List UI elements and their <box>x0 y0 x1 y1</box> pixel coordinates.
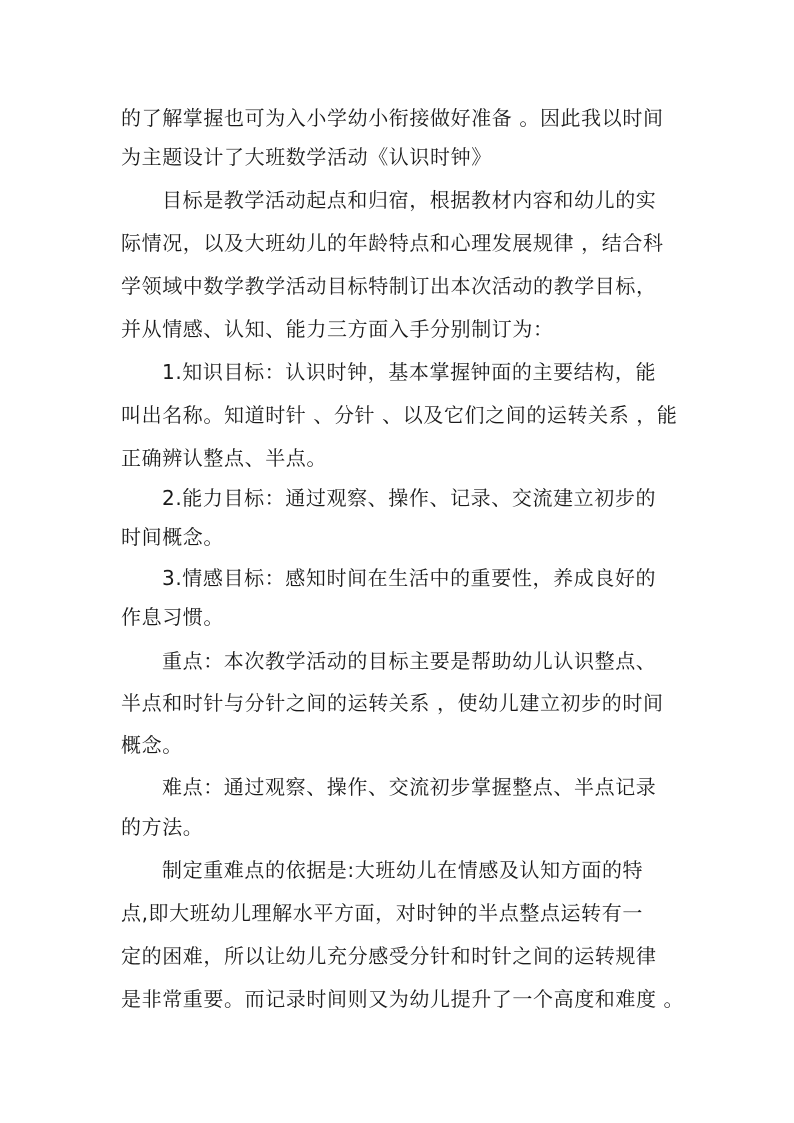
key-point-line-2: 半点和时针与分针之间的运转关系 ，使幼儿建立初步的时间 <box>121 691 664 715</box>
difficulty-line-1: 难点：通过观察、操作、交流初步掌握整点、半点记录 <box>162 775 657 799</box>
basis-line-4: 是非常重要。而记录时间则又为幼儿提升了一个高度和难度 。 <box>121 987 685 1011</box>
key-point-line-3: 概念。 <box>121 733 183 757</box>
knowledge-goal-line-1: 1.知识目标：认识时钟，基本掌握钟面的主要结构，能 <box>162 360 657 384</box>
emotion-goal-line-2: 作息习惯。 <box>121 605 224 629</box>
paragraph-objectives-line-1: 目标是教学活动起点和归宿，根据教材内容和幼儿的实 <box>162 188 657 212</box>
key-point-line-1: 重点：本次教学活动的目标主要是帮助幼儿认识整点、 <box>162 649 657 673</box>
text-line-1: 的了解掌握也可为入小学幼小衔接做好准备 。因此我以时间 <box>121 106 664 130</box>
ability-goal-line-2: 时间概念。 <box>121 525 224 549</box>
difficulty-line-2: 的方法。 <box>121 815 204 839</box>
paragraph-objectives-line-2: 际情况，以及大班幼儿的年龄特点和心理发展规律 ，结合科 <box>121 231 664 255</box>
text-line-2: 为主题设计了大班数学活动《认识时钟》 <box>121 145 492 169</box>
knowledge-goal-line-3: 正确辨认整点、半点。 <box>121 446 327 470</box>
knowledge-goal-line-2: 叫出名称。知道时针 、分针 、以及它们之间的运转关系 ，能 <box>121 403 678 427</box>
paragraph-objectives-line-4: 并从情感、认知、能力三方面入手分别制订为： <box>121 317 554 341</box>
basis-line-2: 点,即大班幼儿理解水平方面，对时钟的半点整点运转有一 <box>121 901 643 925</box>
basis-line-3: 定的困难，所以让幼儿充分感受分针和时针之间的运转规律 <box>121 944 657 968</box>
emotion-goal-line-1: 3.情感目标：感知时间在生活中的重要性，养成良好的 <box>162 566 657 590</box>
paragraph-objectives-line-3: 学领域中数学教学活动目标特制订出本次活动的教学目标， <box>121 274 657 298</box>
basis-line-1: 制定重难点的依据是:大班幼儿在情感及认知方面的特 <box>162 858 644 882</box>
ability-goal-line-1: 2.能力目标：通过观察、操作、记录、交流建立初步的 <box>162 486 657 510</box>
